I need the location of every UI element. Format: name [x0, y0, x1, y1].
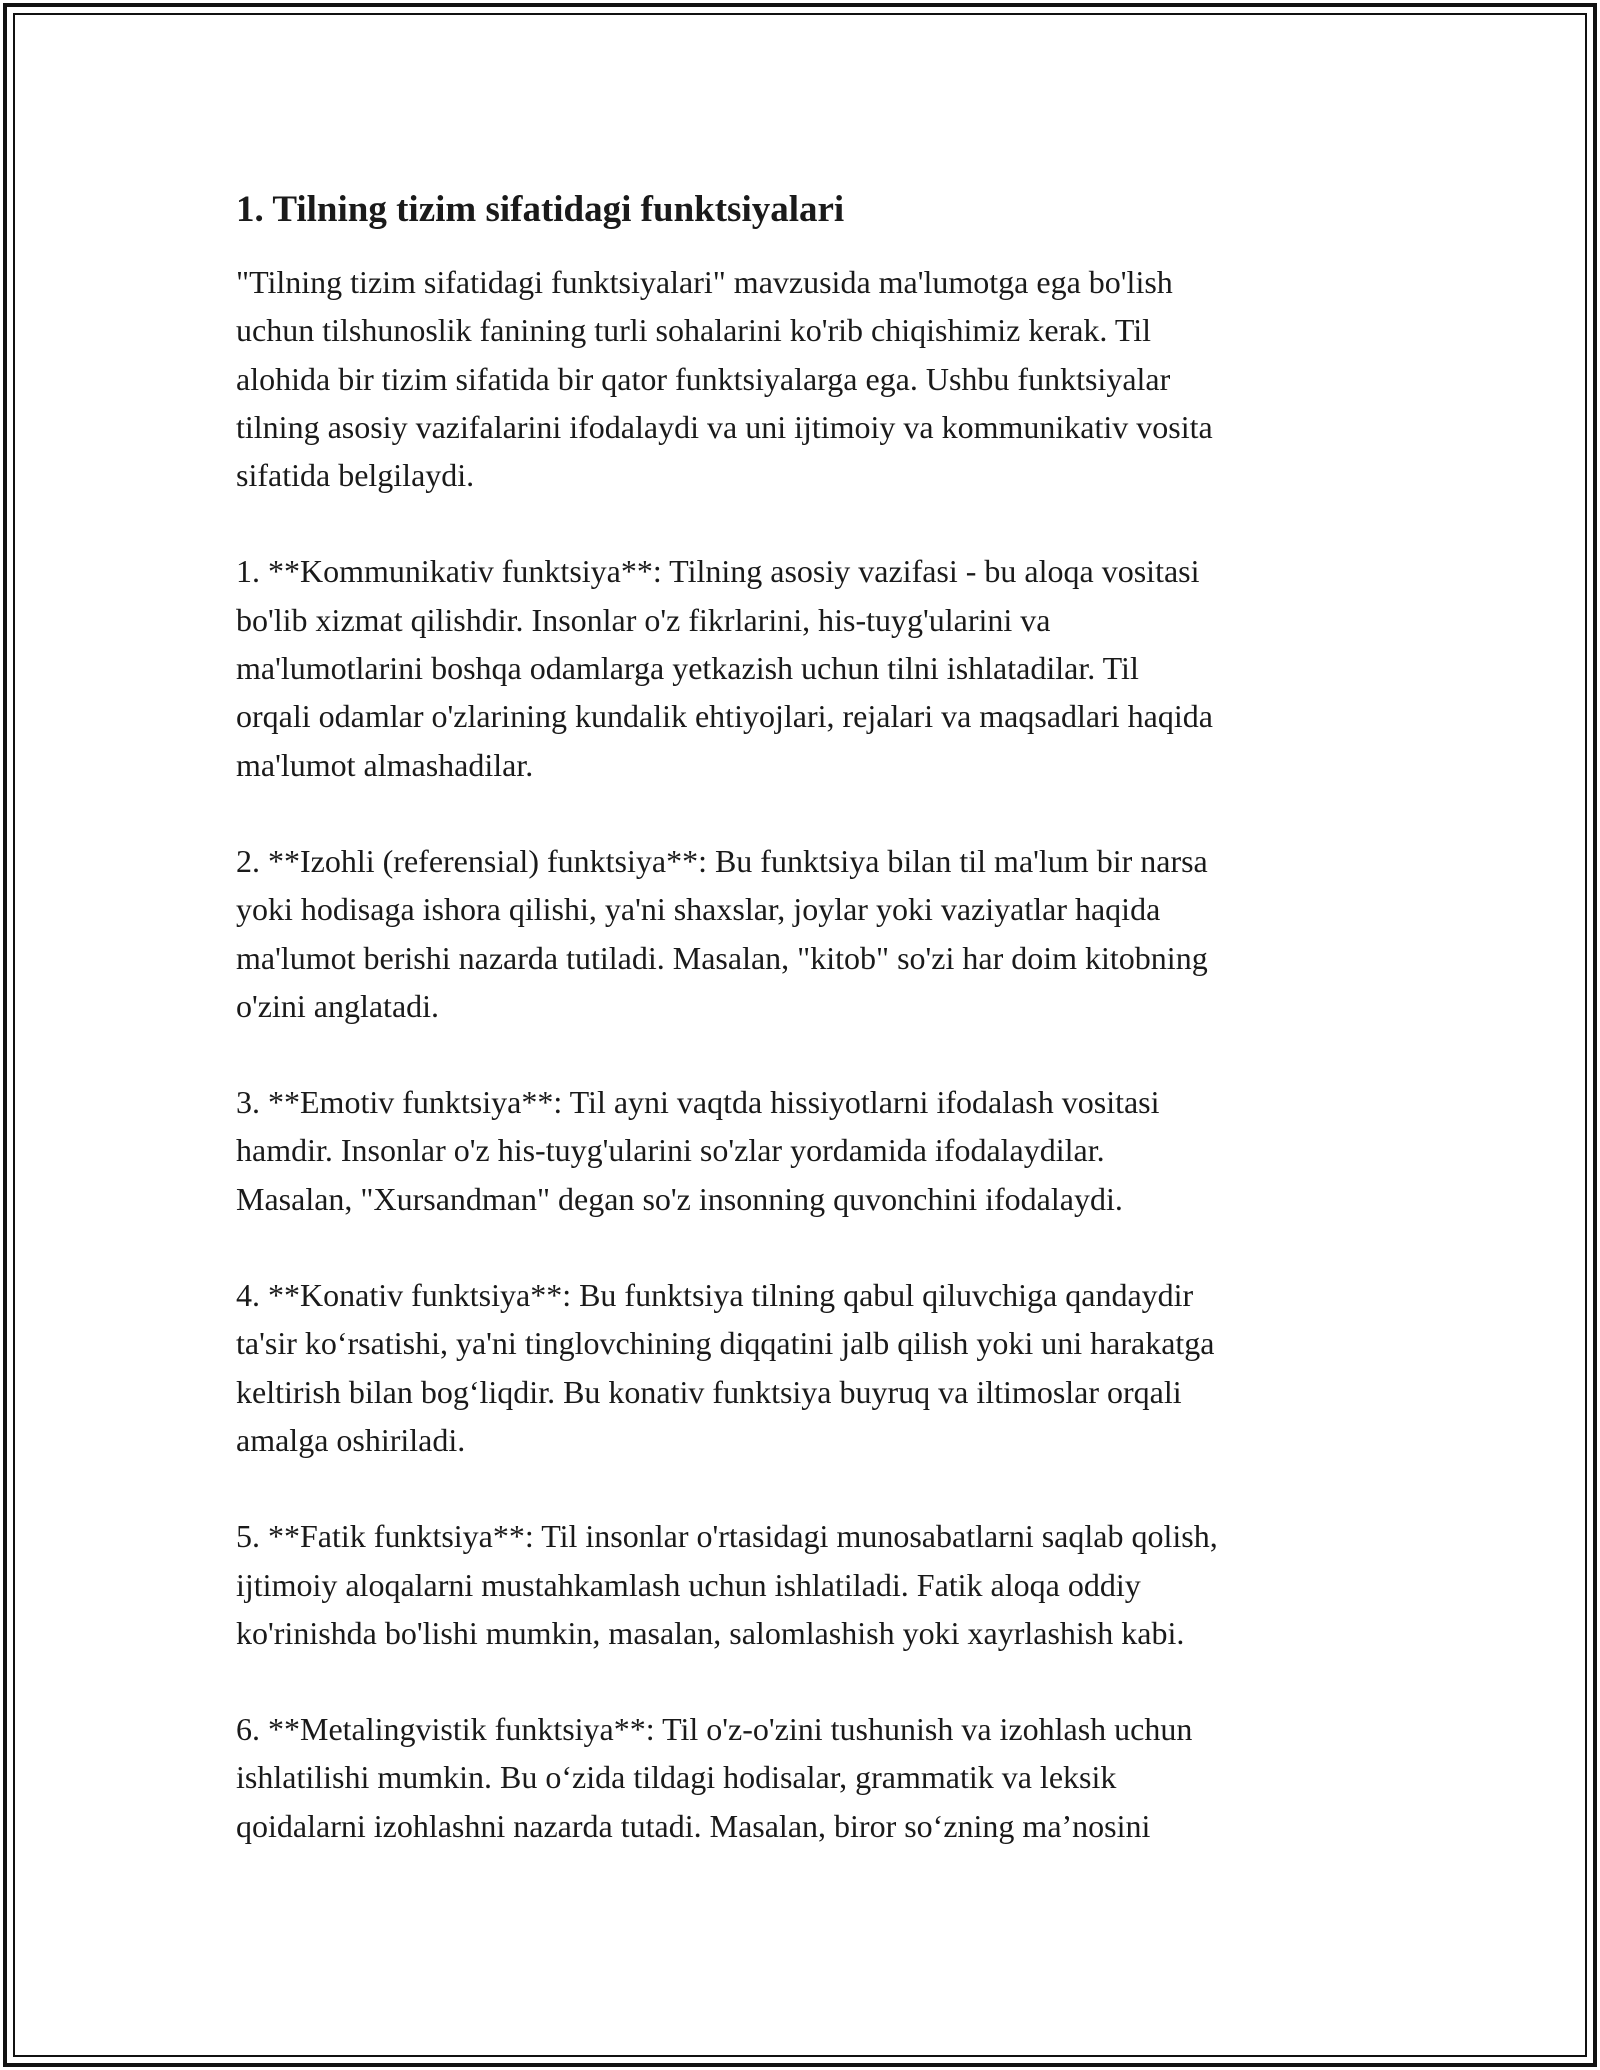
paragraph-referential-function: 2. **Izohli (referensial) funktsiya**: Bu funktsiya bilan til ma'lum bir narsa yoki hodisaga ishora qilishi, ya'ni shaxslar, joylar yoki vaziyatlar haqida ma'lumot berishi nazarda tutiladi. Masalan, "kitob" so'zi har doim kitobning o'zini anglatadi.: [236, 842, 1208, 1024]
document-body: [236, 186, 1376, 1898]
paragraph-metalinguistic-function: 6. **Metalingvistik funktsiya**: Til o'z-o'zini tushunish va izohlash uchun ishlatilishi mumkin. Bu o‘zida tildagi hodisalar, grammatik va leksik qoidalarni izohlashni nazarda tutadi. Masalan, biror so‘zning ma’nosini: [236, 1711, 1193, 1844]
paragraph-emotive-function: 3. **Emotiv funktsiya**: Til ayni vaqtda hissiyotlarni ifodalash vositasi hamdir. Insonlar o'z his-tuyg'ularini so'zlar yordamida ifodalaydilar. Masalan, "Xursandman" degan so'z insonning quvonchini ifodalaydi.: [236, 1084, 1160, 1217]
paragraph-conative-function: 4. **Konativ funktsiya**: Bu funktsiya tilning qabul qiluvchiga qandaydir ta'sir ko‘rsatishi, ya'ni tinglovchining diqqatini jalb qilish yoki uni harakatga keltirish bilan bog‘liqdir. Bu konativ funktsiya buyruq va iltimoslar orqali amalga oshiriladi.: [236, 1277, 1215, 1458]
paragraph-communicative-function: 1. **Kommunikativ funktsiya**: Tilning asosiy vazifasi - bu aloqa vositasi bo'lib xizmat qilishdir. Insonlar o'z fikrlarini, his-tuyg'ularini va ma'lumotlarini boshqa odamlarga yetkazish uchun tilni ishlatadilar. Til orqali odamlar o'zlarining kundalik ehtiyojlari, rejalari va maqsadlari haqida ma'lumot almashadilar.: [236, 553, 1213, 783]
intro-paragraph: "Tilning tizim sifatidagi funktsiyalari" mavzusida ma'lumotga ega bo'lish uchun tilshunoslik fanining turli sohalarini ko'rib chiqishimiz kerak. Til alohida bir tizim sifatida bir qator funktsiyalarga ega. Ushbu funktsiyalar tilning asosiy vazifalarini ifodalaydi va uni ijtimoiy va kommunikativ vosita sifatida belgilaydi.: [236, 264, 1213, 494]
document-title: 1. Tilning tizim sifatidagi funktsiyalari: [236, 189, 845, 230]
paragraph-phatic-function: 5. **Fatik funktsiya**: Til insonlar o'rtasidagi munosabatlarni saqlab qolish, ijtimoiy aloqalarni mustahkamlash uchun ishlatiladi. Fatik aloqa oddiy ko'rinishda bo'lishi mumkin, masalan, salomlashish yoki xayrlashish kabi.: [236, 1518, 1218, 1651]
